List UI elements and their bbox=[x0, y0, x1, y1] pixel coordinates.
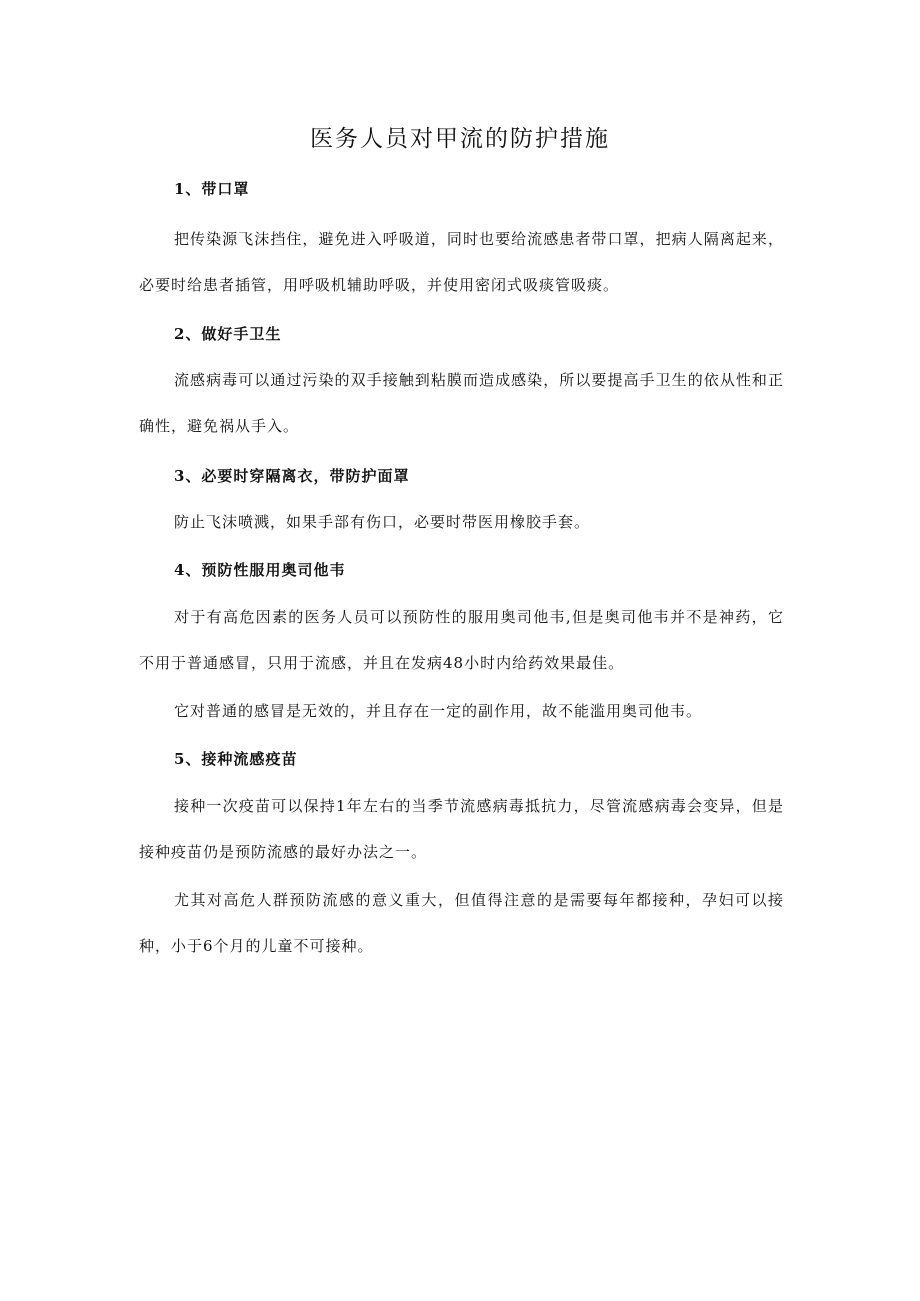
section-1-heading: 1、带口罩 bbox=[174, 180, 250, 198]
section-4-paragraph-2: 它对普通的感冒是无效的，并且存在一定的副作用，故不能滥用奥司他韦。 bbox=[174, 702, 703, 720]
section-3-heading: 3、必要时穿隔离衣，带防护面罩 bbox=[174, 467, 410, 485]
section-4-paragraph-1: 对于有高危因素的医务人员可以预防性的服用奥司他韦,但是奥司他韦并不是神药，它不用于普通感冒，只用于流感，并且在发病48小时内给药效果最佳。 bbox=[139, 608, 784, 672]
section-5-paragraph-1: 接种一次疫苗可以保持1年左右的当季节流感病毒抵抗力，尽管流感病毒会变异，但是接种疫苗仍是预防流感的最好办法之一。 bbox=[139, 797, 784, 861]
section-5-heading: 5、接种流感疫苗 bbox=[174, 750, 298, 768]
section-4-heading: 4、预防性服用奥司他韦 bbox=[174, 561, 346, 579]
document-title: 医务人员对甲流的防护措施 bbox=[310, 126, 610, 152]
section-5-paragraph-2: 尤其对高危人群预防流感的意义重大，但值得注意的是需要每年都接种，孕妇可以接种，小于6个月的儿童不可接种。 bbox=[139, 891, 784, 955]
section-2-paragraph-1: 流感病毒可以通过污染的双手接触到粘膜而造成感染，所以要提高手卫生的依从性和正确性，避免祸从手入。 bbox=[139, 371, 784, 435]
section-1-paragraph-1: 把传染源飞沫挡住，避免进入呼吸道，同时也要给流感患者带口罩，把病人隔离起来，必要时给患者插管，用呼吸机辅助呼吸，并使用密闭式吸痰管吸痰。 bbox=[139, 230, 784, 294]
section-2-heading: 2、做好手卫生 bbox=[174, 325, 282, 343]
section-3-paragraph-1: 防止飞沫喷溅，如果手部有伤口，必要时带医用橡胶手套。 bbox=[174, 513, 591, 531]
